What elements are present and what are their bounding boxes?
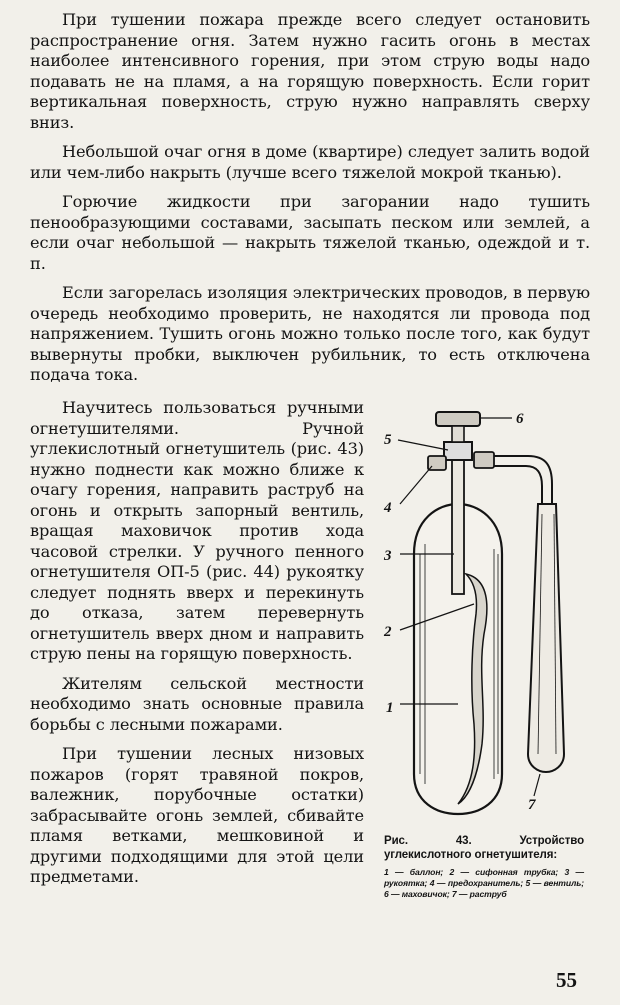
callout-2: 2 [384, 624, 392, 640]
paragraph: Горючие жидкости при загорании надо тушить пенообразующими составами, засыпать песком или землей, а если очаг небольшой — накрыть тяжелой тканью, одеждой и т. п. [30, 192, 590, 273]
top-text-block [30, 10, 590, 395]
callout-3: 3 [384, 548, 392, 564]
caption-legend: 1 — баллон; 2 — сифонная трубка; 3 — рукоятка; 4 — предохранитель; 5 — вентиль; 6 — маховичок; 7 — раструб [384, 867, 584, 899]
paragraph: Жителям сельской местности необходимо знать основные правила борьбы с лесными пожарами. [30, 673, 364, 734]
figure-caption [384, 834, 584, 900]
callout-5: 5 [384, 432, 392, 448]
caption-title: Рис. 43. Устройство углекислотного огнетушителя: [384, 835, 584, 861]
callout-6: 6 [516, 411, 524, 427]
extinguisher-illustration [378, 404, 590, 824]
paragraph: При тушении пожара прежде всего следует остановить распространение огня. Затем нужно гасить огонь в местах наиболее интенсивного горения, при этом струю воды надо подавать не на пламя, а на горящую поверхность. Если горит вертикальная поверхность, струю нужно направлять сверху вниз. [30, 10, 590, 132]
page-number: 55 [556, 968, 577, 992]
hose-pipe [494, 456, 552, 504]
discharge-horn [528, 504, 564, 772]
valve-stem [452, 426, 464, 442]
callout-1: 1 [386, 700, 394, 716]
paragraph: Если загорелась изоляция электрических проводов, в первую очередь необходимо проверить, не находятся ли провода под напряжением. Тушить огонь можно только после того, как будут вывернуты пробки, выключен рубильник, то есть отключена подача тока. [30, 283, 590, 384]
handwheel [436, 412, 480, 426]
paragraph: При тушении лесных низовых пожаров (горят травяной покров, валежник, порубочные остатки) забрасывайте огонь землей, сбивайте пламя ветками, мешковиной и другими подходящими для этой цели предметами. [30, 744, 364, 886]
valve-block [444, 442, 472, 460]
hose-nut [474, 452, 494, 468]
callout-4: 4 [384, 500, 392, 516]
paragraph: Научитесь пользоваться ручными огнетушителями. Ручной углекислотный огнетушитель (рис. 43) нужно поднести как можно ближе к очагу горения, направить раструб на огонь и открыть запорный вентиль, вращая маховичок против хода часовой стрелки. У ручного пенного огнетушителя ОП-5 (рис. 44) рукоятку следует поднять вверх и перекинуть до отказа, затем перевернуть огнетушитель вверх дном и направить струю пены на горящую поверхность. [30, 398, 364, 663]
callout-7: 7 [528, 797, 536, 813]
left-column-text [30, 398, 364, 897]
siphon-tube [452, 444, 464, 594]
paragraph: Небольшой очаг огня в доме (квартире) следует залить водой или чем-либо накрыть (лучше всего тяжелой мокрой тканью). [30, 142, 590, 182]
